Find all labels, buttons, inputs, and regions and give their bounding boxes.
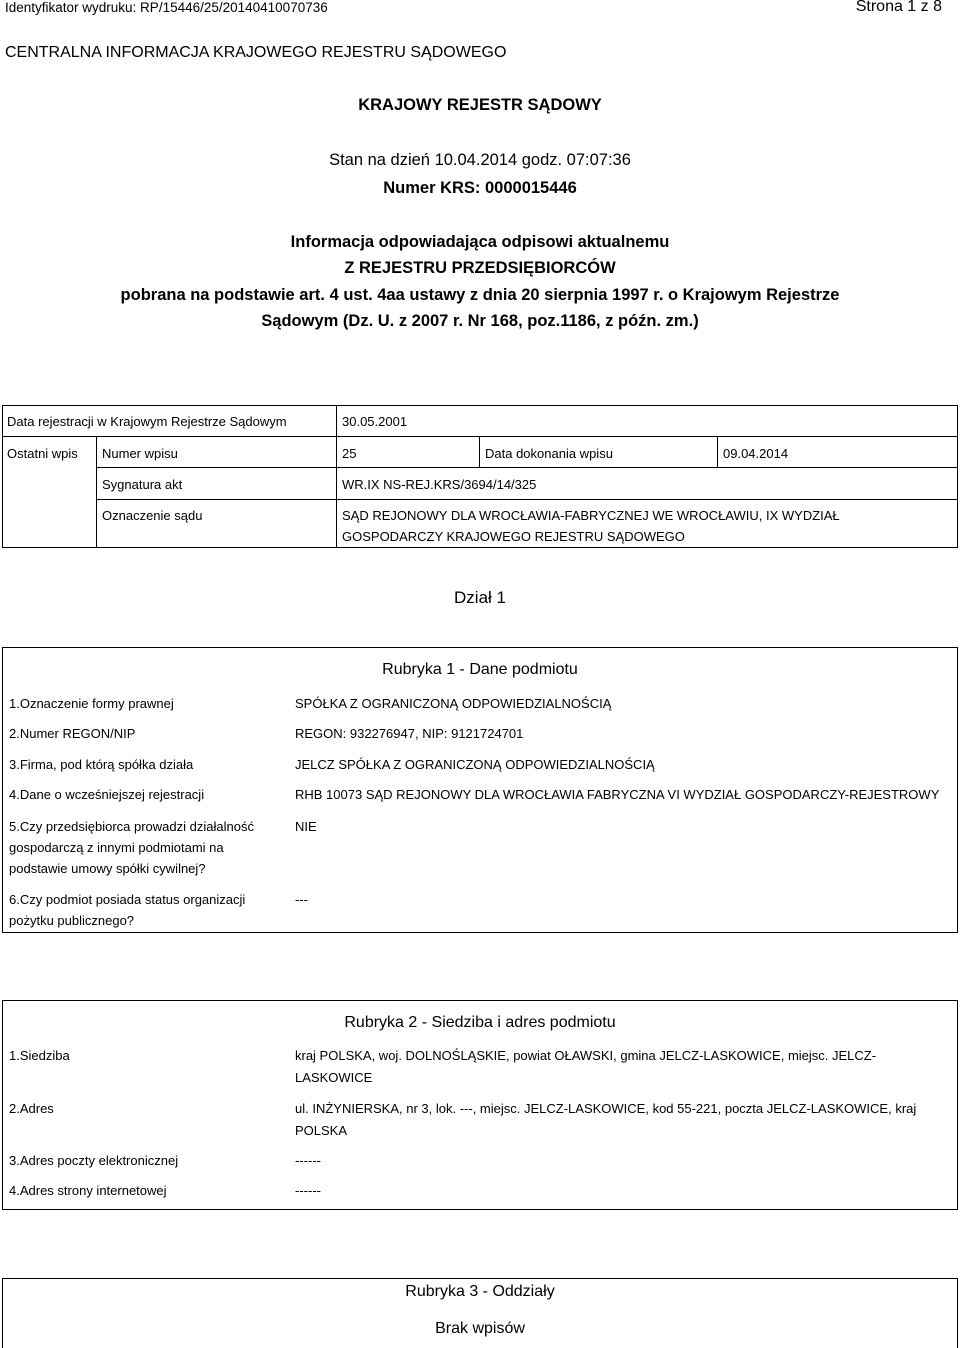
address-value-line-2: POLSKA — [295, 1123, 348, 1138]
info-line-1: Informacja odpowiadająca odpisowi aktualnemu — [290, 233, 670, 251]
public-benefit-value: --- — [295, 892, 308, 907]
court-value-line-2: GOSPODARCZY KRAJOWEGO REJESTRU SĄDOWEGO — [342, 529, 685, 544]
legal-form-value: SPÓŁKA Z OGRANICZONĄ ODPOWIEDZIALNOŚCIĄ — [295, 696, 612, 711]
address-label: 2.Adres — [9, 1101, 54, 1116]
signature-value: WR.IX NS-REJ.KRS/3694/14/325 — [342, 477, 537, 492]
court-label: Oznaczenie sądu — [102, 508, 203, 523]
entry-number-value: 25 — [342, 446, 357, 461]
address-value-line-1: ul. INŻYNIERSKA, nr 3, lok. ---, miejsc. JELCZ-LASKOWICE, kod 55-221, poczta JELCZ-LASKOWICE, kraj — [295, 1101, 917, 1116]
krs-number: Numer KRS: 0000015446 — [383, 179, 577, 197]
registration-table — [2, 405, 958, 548]
registration-date-value: 30.05.2001 — [342, 414, 408, 429]
entry-date-label: Data dokonania wpisu — [485, 446, 613, 461]
entry-date-value: 09.04.2014 — [723, 446, 789, 461]
website-label: 4.Adres strony internetowej — [9, 1183, 167, 1198]
previous-registration-label: 4.Dane o wcześniejszej rejestracji — [9, 787, 205, 802]
signature-label: Sygnatura akt — [102, 477, 183, 492]
regon-nip-value: REGON: 932276947, NIP: 9121724701 — [295, 726, 524, 741]
register-title: KRAJOWY REJESTR SĄDOWY — [358, 96, 602, 114]
info-line-4: Sądowym (Dz. U. z 2007 r. Nr 168, poz.1186, z późn. zm.) — [261, 312, 699, 330]
registration-date-label: Data rejestracji w Krajowym Rejestrze Sądowym — [7, 414, 287, 429]
email-address-value: ------ — [295, 1153, 321, 1168]
rubryka-2-table — [2, 1000, 958, 1210]
rubryka-2-title: Rubryka 2 - Siedziba i adres podmiotu — [344, 1014, 616, 1031]
civil-partnership-label-line-1: 5.Czy przedsiębiorca prowadzi działalność — [9, 819, 254, 834]
rubryka-1-title: Rubryka 1 - Dane podmiotu — [382, 661, 578, 678]
previous-registration-value: RHB 10073 SĄD REJONOWY DLA WROCŁAWIA FABRYCZNA VI WYDZIAŁ GOSPODARCZY-REJESTROWY — [295, 787, 940, 802]
court-value-line-1: SĄD REJONOWY DLA WROCŁAWIA-FABRYCZNEJ WE WROCŁAWIU, IX WYDZIAŁ — [342, 508, 840, 523]
regon-nip-label: 2.Numer REGON/NIP — [9, 726, 136, 741]
rubryka-1-table — [2, 647, 958, 933]
page-number: Strona 1 z 8 — [855, 0, 942, 15]
civil-partnership-label-line-3: podstawie umowy spółki cywilnej? — [9, 861, 206, 876]
public-benefit-label-line-1: 6.Czy podmiot posiada status organizacji — [9, 892, 246, 907]
state-date: Stan na dzień 10.04.2014 godz. 07:07:36 — [329, 151, 631, 169]
last-entry-label: Ostatni wpis — [7, 446, 78, 461]
seat-label: 1.Siedziba — [9, 1048, 70, 1063]
company-name-label: 3.Firma, pod którą spółka działa — [9, 757, 194, 772]
email-address-label: 3.Adres poczty elektronicznej — [9, 1153, 179, 1168]
company-name-value: JELCZ SPÓŁKA Z OGRANICZONĄ ODPOWIEDZIALNOŚCIĄ — [295, 757, 655, 772]
civil-partnership-value: NIE — [295, 819, 317, 834]
seat-value-line-1: kraj POLSKA, woj. DOLNOŚLĄSKIE, powiat OŁAWSKI, gmina JELCZ-LASKOWICE, miejsc. JELCZ- — [295, 1048, 877, 1063]
rubryka-3-table — [2, 1278, 958, 1348]
no-entries-text: Brak wpisów — [435, 1320, 525, 1337]
legal-form-label: 1.Oznaczenie formy prawnej — [9, 696, 174, 711]
seat-value-line-2: LASKOWICE — [295, 1070, 373, 1085]
info-line-2: Z REJESTRU PRZEDSIĘBIORCÓW — [344, 259, 616, 277]
organization-name: CENTRALNA INFORMACJA KRAJOWEGO REJESTRU SĄDOWEGO — [5, 44, 507, 61]
civil-partnership-label-line-2: gospodarczą z innymi podmiotami na — [9, 840, 224, 855]
info-line-3: pobrana na podstawie art. 4 ust. 4aa ustawy z dnia 20 sierpnia 1997 r. o Krajowym Rejestrze — [120, 286, 840, 304]
website-value: ------ — [295, 1183, 321, 1198]
section-title: Dział 1 — [454, 588, 506, 607]
print-identifier: Identyfikator wydruku: RP/15446/25/20140410070736 — [5, 0, 328, 15]
public-benefit-label-line-2: pożytku publicznego? — [9, 913, 135, 928]
rubryka-3-title: Rubryka 3 - Oddziały — [405, 1283, 555, 1300]
entry-number-label: Numer wpisu — [102, 446, 178, 461]
